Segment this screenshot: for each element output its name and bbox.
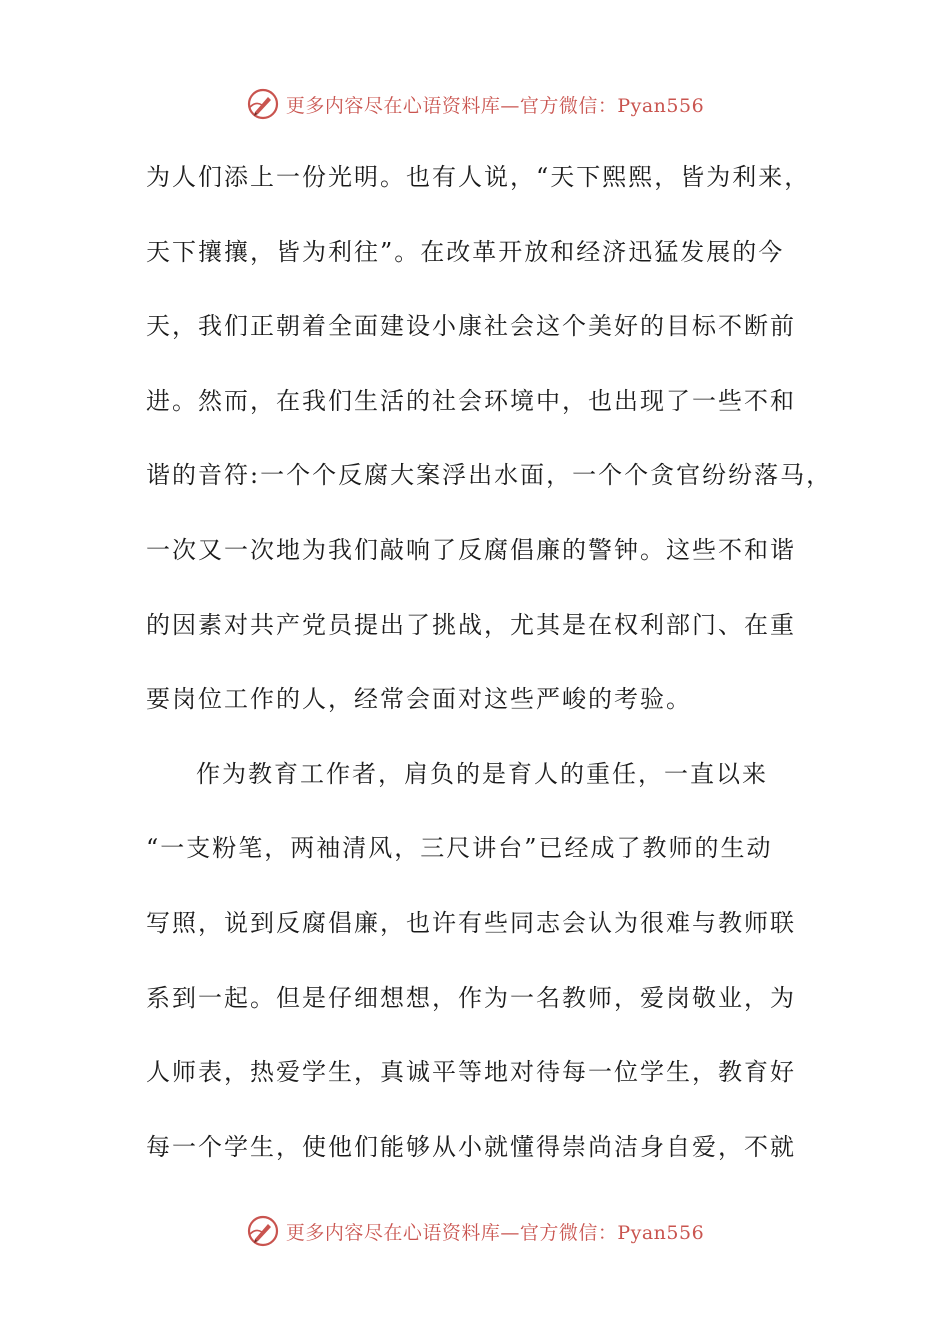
body-line: 为人们添上一份光明。也有人说，“天下熙熙，皆为利来， <box>146 163 811 191</box>
body-line: 谐的音符:一个个反腐大案浮出水面，一个个贪官纷纷落马， <box>146 461 833 490</box>
body-line: 进。然而，在我们生活的社会环境中，也出现了一些不和 <box>146 386 796 415</box>
body-line: 系到一起。但是仔细想想，作为一名教师，爱岗敬业，为 <box>146 983 796 1012</box>
body-line: 要岗位工作的人，经常会面对这些严峻的考验。 <box>146 685 692 714</box>
body-line: 写照，说到反腐倡廉，也许有些同志会认为很难与教师联 <box>146 908 796 937</box>
body-line: 每一个学生，使他们能够从小就懂得崇尚洁身自爱，不就 <box>146 1132 796 1161</box>
body-line: 的因素对共产党员提出了挑战，尤其是在权利部门、在重 <box>146 610 796 639</box>
watermark-text: 更多内容尽在心语资料库—官方微信：Pyan556 <box>285 1221 705 1244</box>
body-line: 天下攘攘，皆为利往”。在改革开放和经济迅猛发展的今 <box>146 237 785 266</box>
body-line: 一次又一次地为我们敲响了反腐倡廉的警钟。这些不和谐 <box>146 535 796 564</box>
paragraph-start-line: 作为教育工作者，肩负的是育人的重任，一直以来 <box>196 759 768 788</box>
document-body <box>146 140 833 1184</box>
body-line: “一支粉笔，两袖清风，三尺讲台”已经成了教师的生动 <box>146 834 773 863</box>
watermark-text: 更多内容尽在心语资料库—官方微信：Pyan556 <box>285 94 705 117</box>
body-line: 人师表，热爱学生，真诚平等地对待每一位学生，教育好 <box>146 1058 796 1087</box>
pen-logo-icon <box>246 87 280 121</box>
body-line: 天，我们正朝着全面建设小康社会这个美好的目标不断前 <box>146 312 796 341</box>
pen-logo-icon <box>246 1214 280 1248</box>
footer-watermark <box>0 1209 950 1253</box>
header-watermark <box>0 82 950 126</box>
